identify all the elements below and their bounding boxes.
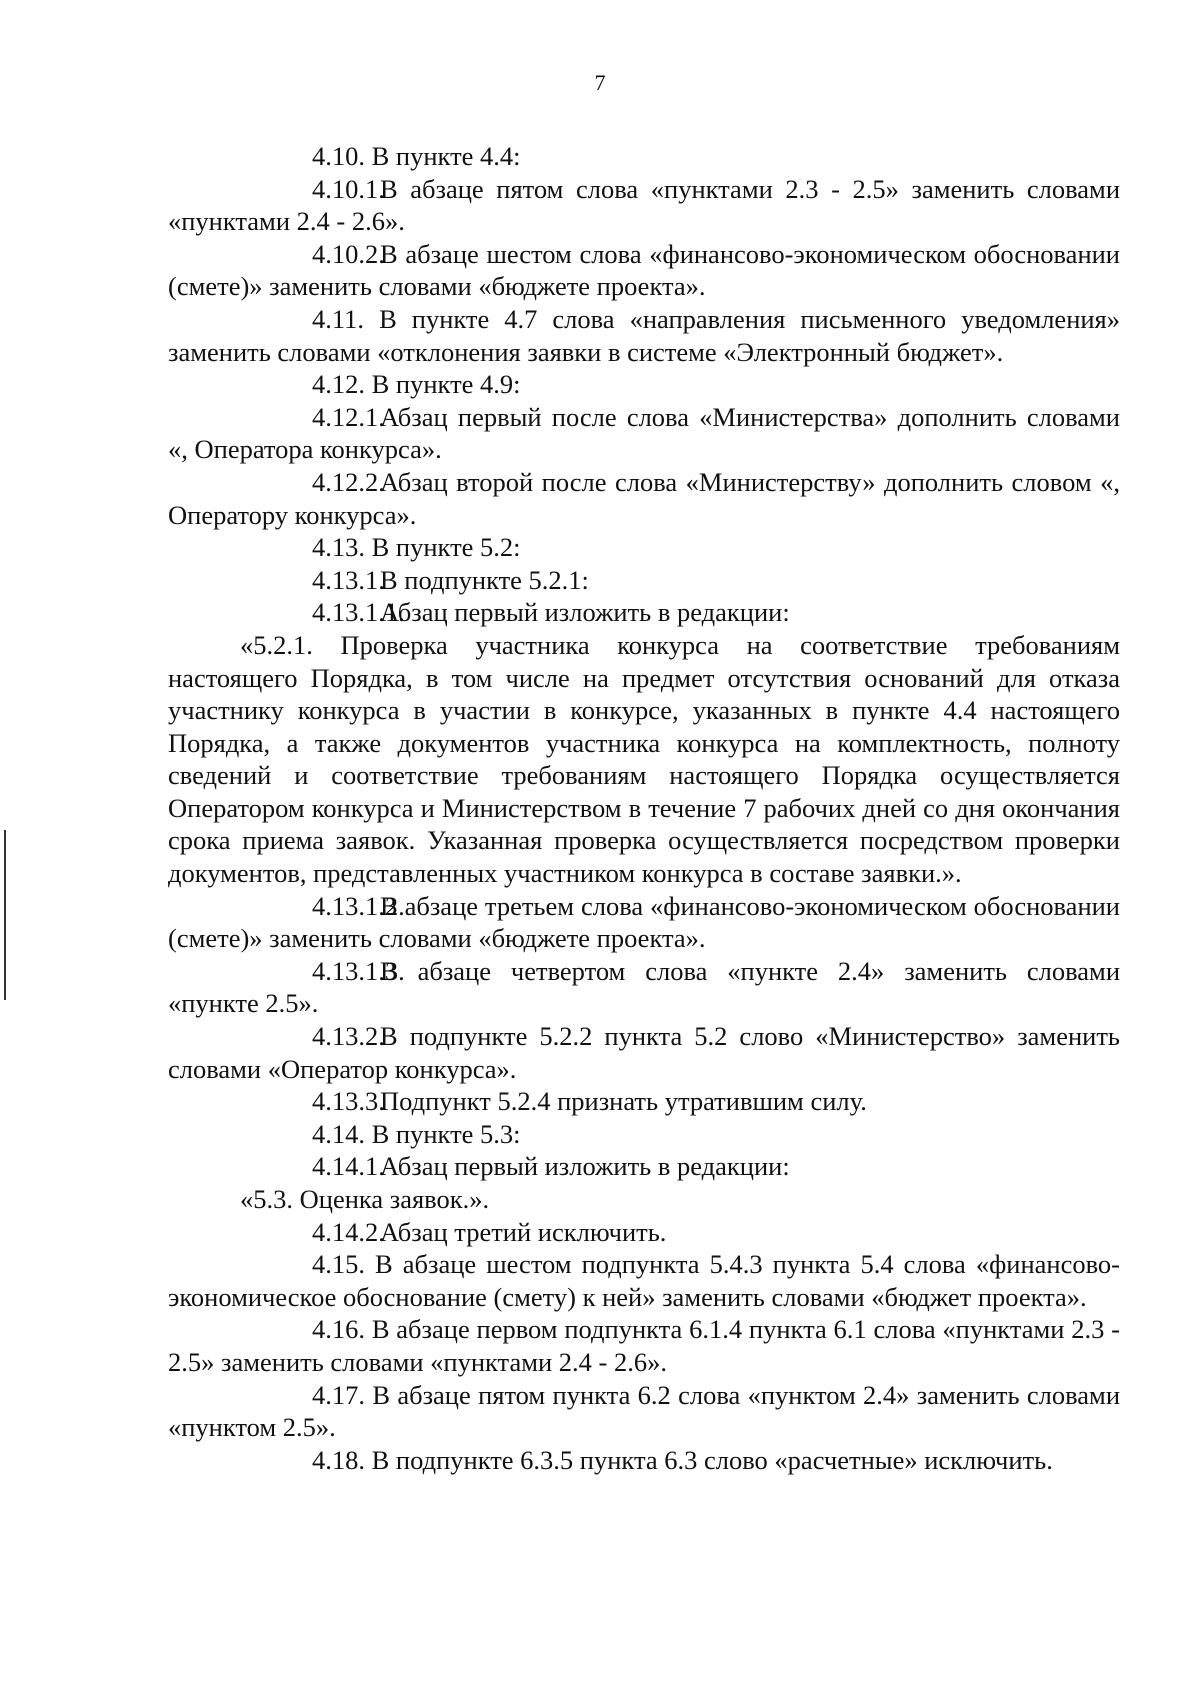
amendment-paragraph: [168, 531, 1120, 564]
clause-text: В пункте 5.2:: [371, 532, 521, 563]
clause-number: 4.14.2.: [312, 1216, 385, 1247]
amendment-paragraph: [168, 238, 1120, 303]
clause-text: «5.2.1. Проверка участника конкурса на соответствие требованиям настоящего Порядка, в том числе на предмет отсутствия оснований для отказа участнику конкурса в участии в конкурсе, указанных в пункте 4.4 настоящего Порядка, а также документов участника конкурса на комплектность, полноту сведений и соответствие требованиям настоящего Порядка осуществляется Оператором конкурса и Министерством в течение 7 рабочих дней со дня окончания срока приема заявок. Указанная проверка осуществляется посредством проверки документов, представленных участником конкурса в составе заявки.».: [168, 629, 1120, 889]
clause-text: Абзац второй после слова «Министерству» дополнить словом «, Оператору конкурса».: [168, 466, 1120, 530]
clause-number: 4.13.: [312, 532, 365, 563]
amendment-paragraph: [168, 564, 1120, 597]
clause-text: В подпункте 5.2.2 пункта 5.2 слово «Министерство» заменить словами «Оператор конкурса».: [168, 1021, 1120, 1084]
clause-text: В пункте 4.9:: [371, 369, 521, 400]
page-number: 7: [594, 70, 606, 95]
amendment-paragraph: [168, 401, 1120, 466]
amendment-paragraph: [168, 1085, 1120, 1118]
amendment-paragraph: [168, 1313, 1120, 1378]
clause-number: 4.14.: [312, 1118, 365, 1149]
clause-text: В подпункте 6.3.5 пункта 6.3 слово «расчетные» исключить.: [371, 1444, 1053, 1475]
clause-number: 4.10.1.: [312, 173, 385, 204]
clause-number: 4.13.2.: [312, 1021, 385, 1052]
amendment-paragraph: [168, 466, 1120, 531]
clause-text: «5.3. Оценка заявок.».: [240, 1184, 490, 1214]
amendment-paragraph: [168, 596, 1120, 629]
clause-text: В абзаце пятом пункта 6.2 слова «пунктом 2.4» заменить словами «пунктом 2.5».: [168, 1379, 1120, 1443]
clause-text: В абзаце шестом слова «финансово-экономическом обосновании (смете)» заменить словами «бюджете проекта».: [168, 238, 1120, 302]
clause-number: 4.16.: [312, 1314, 365, 1345]
clause-text: Абзац первый после слова «Министерства» дополнить словами «, Оператора конкурса».: [168, 401, 1120, 465]
clause-number: 4.12.1.: [312, 401, 385, 432]
clause-text: Абзац первый изложить в редакции:: [380, 597, 790, 628]
amendment-paragraph: [168, 368, 1120, 401]
amendment-paragraph: [168, 1020, 1120, 1085]
clause-number: 4.12.: [312, 369, 365, 400]
amendment-paragraph: [168, 173, 1120, 238]
clause-number: 4.14.1.: [312, 1151, 385, 1182]
clause-number: 4.11.: [312, 303, 365, 334]
clause-number: 4.13.1.3.: [312, 955, 405, 986]
document-body: [168, 140, 1120, 1476]
clause-number: 4.18.: [312, 1444, 365, 1475]
clause-number: 4.10.2.: [312, 238, 385, 269]
clause-text: В пункте 4.7 слова «направления письменного уведомления» заменить словами «отклонения заявки в системе «Электронный бюджет».: [168, 303, 1120, 367]
amendment-paragraph: [168, 955, 1120, 1020]
clause-text: В абзаце третьем слова «финансово-экономическом обосновании (смете)» заменить словами «бюджете проекта».: [168, 890, 1120, 954]
amendment-paragraph: [168, 303, 1120, 368]
scan-edge-mark: [4, 830, 6, 1000]
amendment-paragraph: [168, 629, 1120, 890]
clause-text: В подпункте 5.2.1:: [380, 564, 589, 595]
amendment-paragraph: [168, 1183, 1120, 1216]
amendment-paragraph: [168, 1444, 1120, 1477]
amendment-paragraph: [168, 890, 1120, 955]
amendment-paragraph: [168, 140, 1120, 173]
clause-text: В абзаце шестом подпункта 5.4.3 пункта 5.4 слова «финансово-экономическое обоснование (смету) к ней» заменить словами «бюджет проекта».: [168, 1249, 1121, 1312]
clause-text: В пункте 5.3:: [371, 1118, 521, 1149]
clause-number: 4.13.3.: [312, 1086, 385, 1117]
amendment-paragraph: [168, 1216, 1120, 1249]
clause-number: 4.13.1.2.: [312, 890, 405, 921]
clause-text: В абзаце четвертом слова «пункте 2.4» заменить словами «пункте 2.5».: [168, 955, 1120, 1019]
clause-number: 4.10.: [312, 141, 365, 171]
clause-text: В абзаце пятом слова «пунктами 2.3 - 2.5» заменить словами «пунктами 2.4 - 2.6».: [168, 173, 1120, 237]
amendment-paragraph: [168, 1150, 1120, 1183]
clause-text: Абзац первый изложить в редакции:: [380, 1151, 790, 1182]
clause-text: В пункте 4.4:: [371, 141, 521, 171]
clause-text: Абзац третий исключить.: [380, 1216, 667, 1247]
clause-text: Подпункт 5.2.4 признать утратившим силу.: [380, 1086, 867, 1117]
amendment-paragraph: [168, 1248, 1120, 1313]
clause-number: 4.13.1.: [312, 564, 385, 595]
amendment-paragraph: [168, 1379, 1120, 1444]
amendment-paragraph: [168, 1118, 1120, 1151]
clause-text: В абзаце первом подпункта 6.1.4 пункта 6.1 слова «пунктами 2.3 - 2.5» заменить словами «пунктами 2.4 - 2.6».: [168, 1314, 1121, 1377]
clause-number: 4.13.1.1.: [312, 597, 405, 628]
clause-number: 4.15.: [312, 1249, 365, 1280]
clause-number: 4.17.: [312, 1379, 365, 1410]
clause-number: 4.12.2.: [312, 466, 385, 497]
